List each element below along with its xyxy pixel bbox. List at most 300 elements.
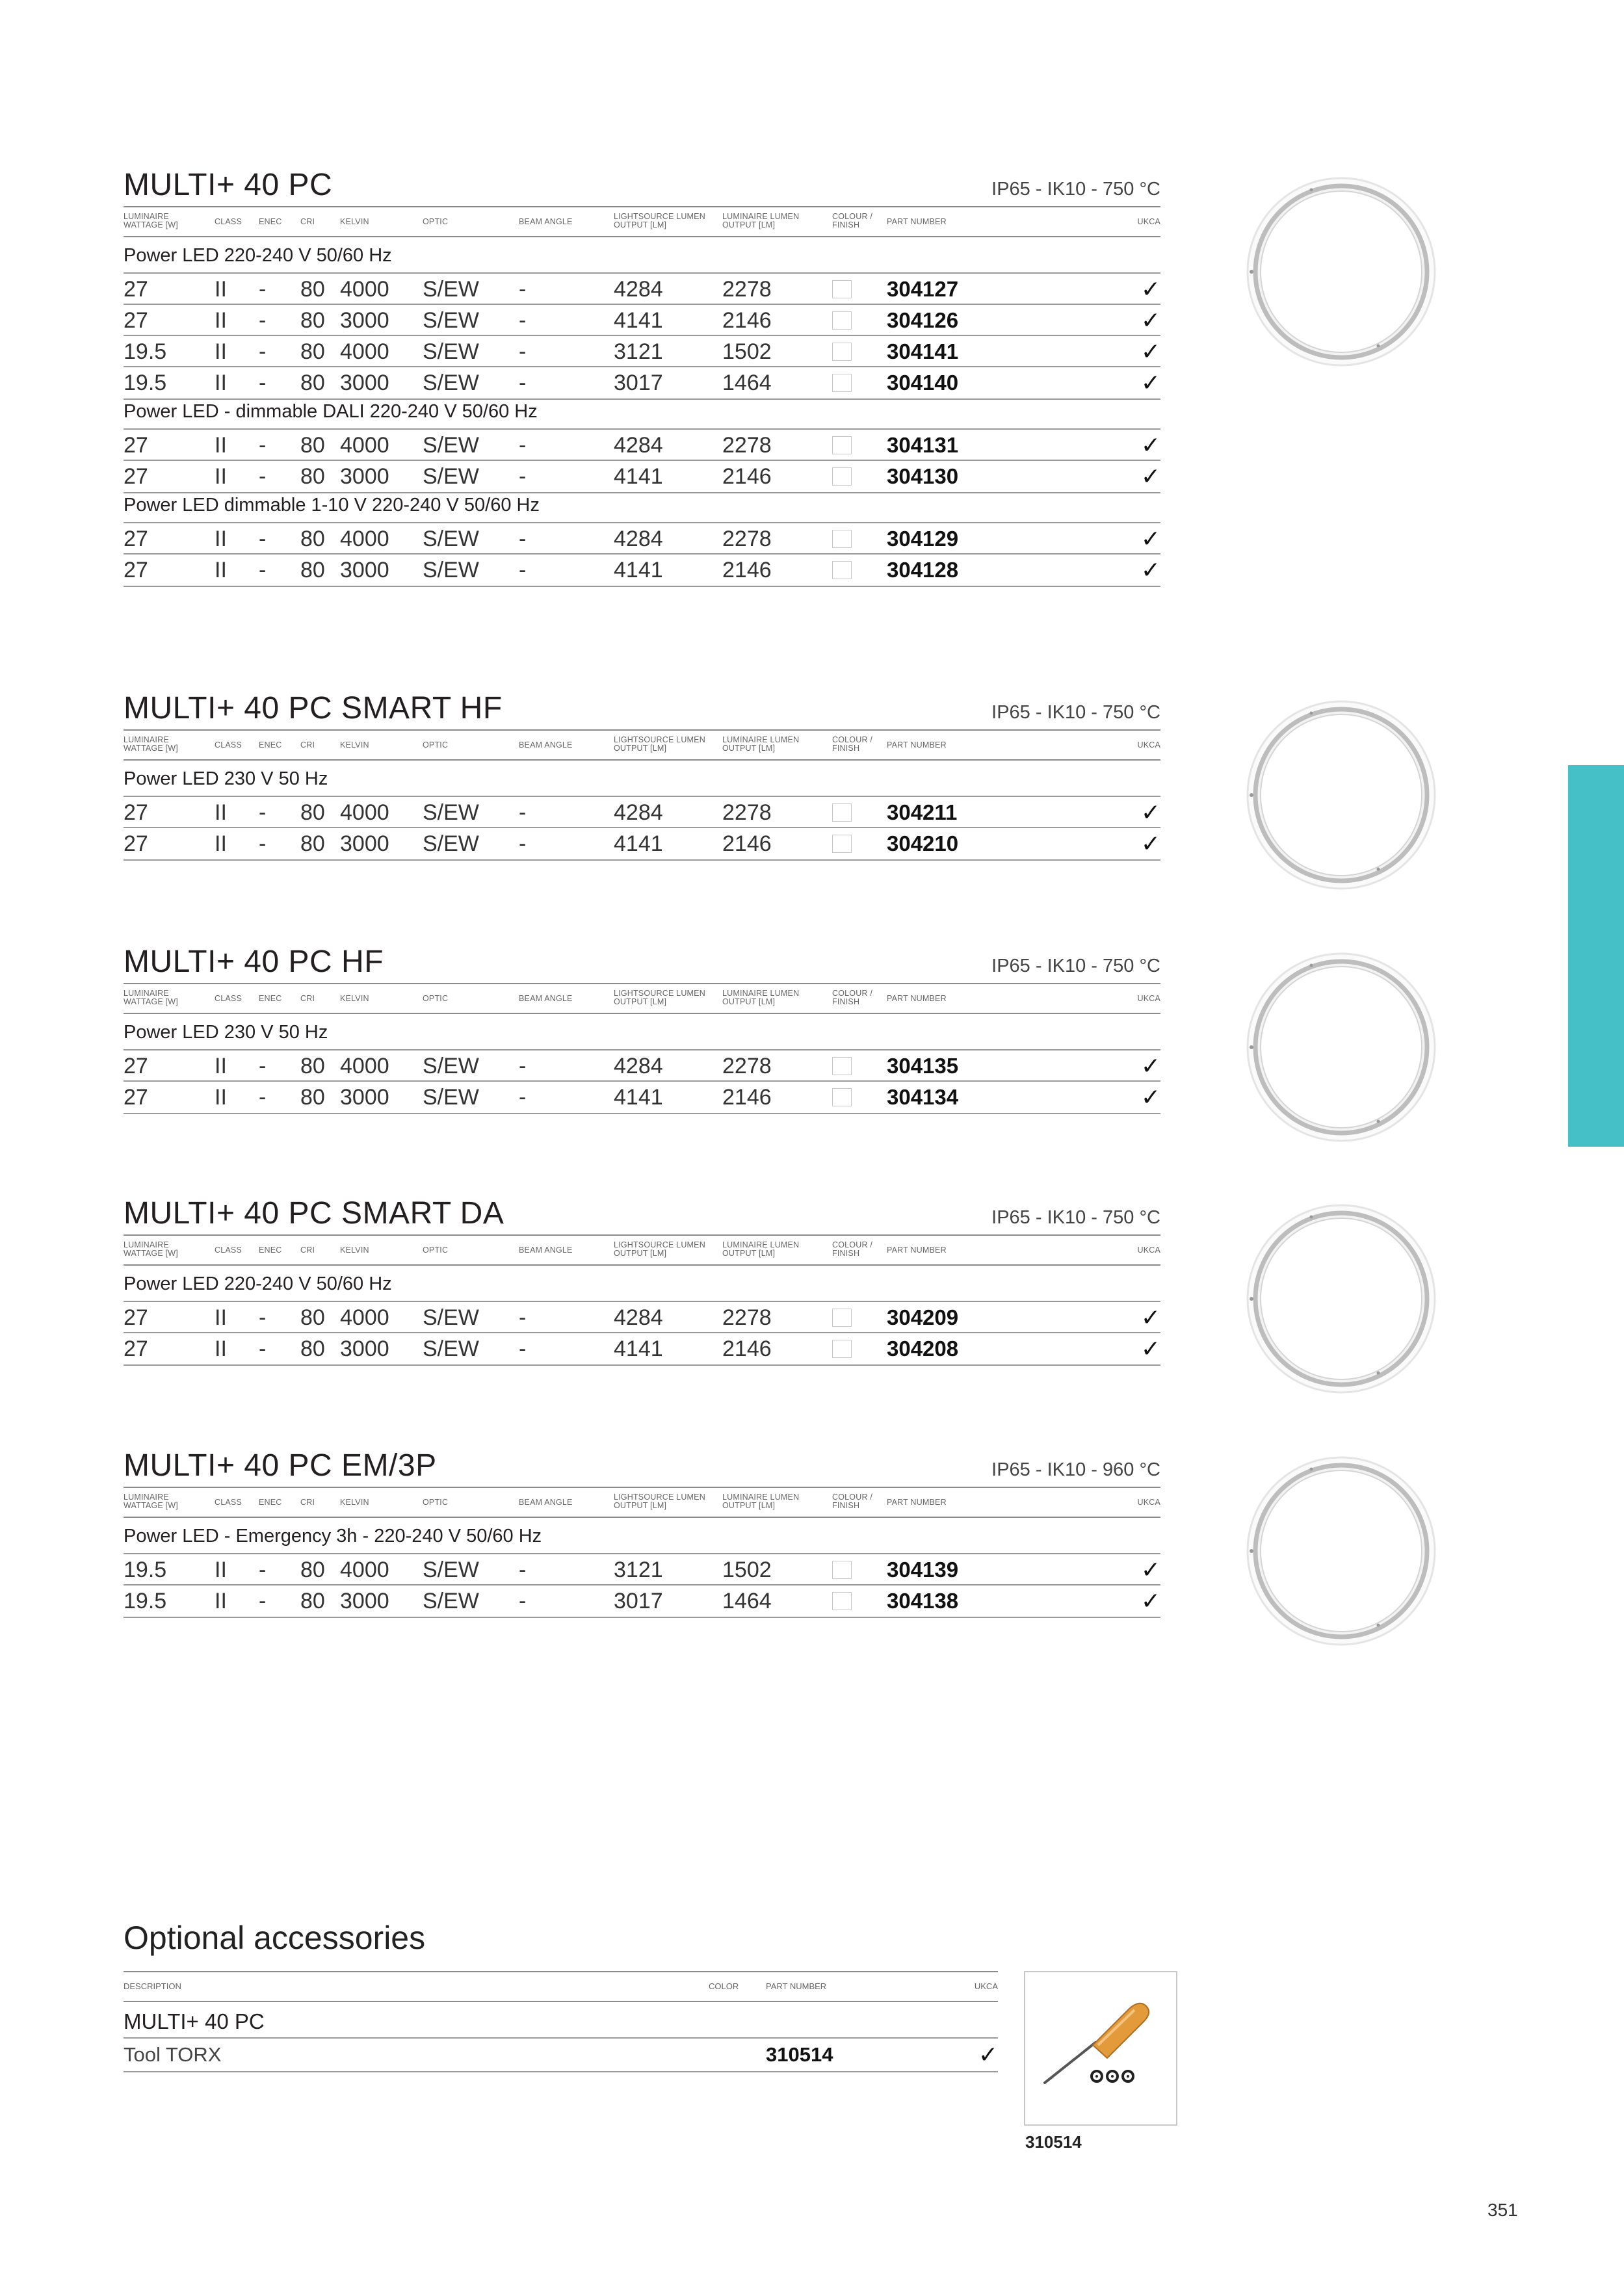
col-header-line: LIGHTSOURCE LUMEN	[614, 212, 705, 221]
col-header-wattage	[124, 1493, 178, 1510]
table-row	[124, 1301, 1160, 1333]
cell-beam: -	[519, 277, 527, 302]
part-number: 304140	[887, 371, 959, 395]
power-group-label: Power LED - dimmable DALI 220-240 V 50/60 Hz	[124, 401, 538, 422]
cell-optic: S/EW	[423, 527, 479, 551]
part-number: 304127	[887, 277, 959, 301]
cell-lum-lumen: 2146	[722, 1085, 772, 1110]
cell-class: II	[215, 464, 227, 489]
cell-beam: -	[519, 1054, 527, 1078]
ukca-check-icon: ✓	[1140, 1304, 1160, 1331]
cell-lum-lumen: 2278	[722, 1305, 772, 1330]
cell-optic: S/EW	[423, 433, 479, 458]
cell-ls-lumen: 4141	[614, 1337, 663, 1361]
col-header-line: LUMINAIRE LUMEN	[722, 212, 800, 221]
power-group-label: Power LED 230 V 50 Hz	[124, 1022, 328, 1043]
cell-class: II	[215, 1589, 227, 1613]
col-header-line: FINISH	[832, 997, 860, 1006]
cell-enec: -	[259, 464, 267, 489]
col-header-line: OUTPUT [LM]	[614, 1501, 667, 1510]
cell-kelvin: 3000	[340, 1085, 389, 1110]
col-header-line: WATTAGE [W]	[124, 220, 178, 229]
col-description: DESCRIPTION	[124, 1981, 181, 1991]
col-header-line: OUTPUT [LM]	[614, 997, 667, 1006]
col-header-ls-lumen	[614, 989, 705, 1006]
ip-rating: IP65 - IK10 - 750 °C	[991, 702, 1160, 723]
cell-enec: -	[259, 1558, 267, 1582]
cell-beam: -	[519, 1558, 527, 1582]
cell-enec: -	[259, 527, 267, 551]
cell-enec: -	[259, 800, 267, 825]
cell-ls-lumen: 4141	[614, 464, 663, 489]
col-header-line: COLOUR /	[832, 989, 873, 998]
col-header-colour	[832, 989, 872, 1006]
cell-wattage: 27	[124, 1337, 148, 1361]
col-header-class: CLASS	[215, 1498, 242, 1507]
cell-wattage: 27	[124, 831, 148, 856]
col-header-line: OUTPUT [LM]	[614, 1249, 667, 1258]
cell-kelvin: 3000	[340, 831, 389, 856]
col-header-ukca: UKCA	[1137, 1246, 1160, 1255]
cell-class: II	[215, 277, 227, 302]
cell-cri: 80	[300, 527, 325, 551]
accessory-part-number: 310514	[766, 2043, 833, 2066]
cell-cri: 80	[300, 800, 325, 825]
column-headers	[124, 206, 1160, 237]
col-header-ukca: UKCA	[1137, 994, 1160, 1003]
table-row	[124, 553, 1160, 587]
cell-enec: -	[259, 339, 267, 364]
col-header-line: OUTPUT [LM]	[722, 744, 776, 753]
col-header-part-number: PART NUMBER	[887, 994, 947, 1003]
col-header-beam-angle: BEAM ANGLE	[519, 994, 573, 1003]
col-header-cri: CRI	[300, 994, 315, 1003]
col-header-beam-angle: BEAM ANGLE	[519, 217, 573, 226]
cell-ls-lumen: 4284	[614, 1305, 663, 1330]
col-header-wattage	[124, 989, 178, 1006]
part-number: 304208	[887, 1337, 959, 1361]
cell-ls-lumen: 3121	[614, 1558, 663, 1582]
cell-class: II	[215, 371, 227, 395]
col-header-beam-angle: BEAM ANGLE	[519, 740, 573, 750]
col-header-beam-angle: BEAM ANGLE	[519, 1498, 573, 1507]
ukca-check-icon: ✓	[1140, 369, 1160, 396]
ukca-check-icon: ✓	[1140, 830, 1160, 857]
col-header-line: LIGHTSOURCE LUMEN	[614, 1240, 705, 1249]
col-header-line: WATTAGE [W]	[124, 1501, 178, 1510]
cell-beam: -	[519, 464, 527, 489]
cell-beam: -	[519, 1305, 527, 1330]
colour-swatch	[832, 467, 852, 486]
cell-class: II	[215, 433, 227, 458]
cell-wattage: 27	[124, 308, 148, 333]
col-header-colour	[832, 1493, 872, 1510]
col-header-line: FINISH	[832, 1501, 860, 1510]
cell-lum-lumen: 1464	[722, 371, 772, 395]
ip-rating: IP65 - IK10 - 960 °C	[991, 1459, 1160, 1480]
cell-kelvin: 4000	[340, 527, 389, 551]
part-number: 304130	[887, 464, 959, 488]
cell-cri: 80	[300, 831, 325, 856]
cell-beam: -	[519, 800, 527, 825]
ip-rating: IP65 - IK10 - 750 °C	[991, 179, 1160, 200]
col-header-line: COLOUR /	[832, 735, 873, 744]
cell-wattage: 27	[124, 800, 148, 825]
col-header-line: LIGHTSOURCE LUMEN	[614, 989, 705, 998]
cell-kelvin: 4000	[340, 339, 389, 364]
ukca-check-icon: ✓	[1140, 1084, 1160, 1110]
cell-cri: 80	[300, 1305, 325, 1330]
cell-class: II	[215, 558, 227, 582]
cell-beam: -	[519, 558, 527, 582]
cell-ls-lumen: 3017	[614, 371, 663, 395]
cell-kelvin: 3000	[340, 464, 389, 489]
col-header-kelvin: KELVIN	[340, 1498, 369, 1507]
cell-class: II	[215, 1085, 227, 1110]
cell-beam: -	[519, 1085, 527, 1110]
cell-kelvin: 4000	[340, 1305, 389, 1330]
table-row	[124, 1332, 1160, 1366]
col-header-cri: CRI	[300, 740, 315, 750]
cell-enec: -	[259, 558, 267, 582]
cell-kelvin: 4000	[340, 1558, 389, 1582]
col-header-enec: ENEC	[259, 217, 282, 226]
col-header-line: LUMINAIRE LUMEN	[722, 989, 800, 998]
cell-class: II	[215, 308, 227, 333]
cell-wattage: 27	[124, 464, 148, 489]
product-title: MULTI+ 40 PC HF	[124, 945, 384, 979]
accessory-description: Tool TORX	[124, 2043, 222, 2066]
col-header-optic: OPTIC	[423, 740, 449, 750]
col-header-colour	[832, 736, 872, 753]
column-headers	[124, 1487, 1160, 1518]
colour-swatch	[832, 561, 852, 579]
table-row	[124, 460, 1160, 493]
part-number: 304126	[887, 308, 959, 332]
cell-class: II	[215, 1558, 227, 1582]
col-header-part-number: PART NUMBER	[887, 217, 947, 226]
colour-swatch	[832, 1309, 852, 1327]
colour-swatch	[832, 1340, 852, 1358]
col-header-line: OUTPUT [LM]	[614, 744, 667, 753]
col-header-line: WATTAGE [W]	[124, 1249, 178, 1258]
part-number: 304138	[887, 1589, 959, 1613]
col-header-ls-lumen	[614, 1241, 705, 1258]
table-row	[124, 366, 1160, 400]
colour-swatch	[832, 311, 852, 330]
cell-ls-lumen: 3121	[614, 339, 663, 364]
ukca-check-icon: ✓	[1140, 432, 1160, 458]
col-header-kelvin: KELVIN	[340, 1246, 369, 1255]
col-header-line: LUMINAIRE LUMEN	[722, 1493, 800, 1502]
col-header-line: LUMINAIRE LUMEN	[722, 1240, 800, 1249]
table-row	[124, 304, 1160, 336]
ukca-check-icon: ✓	[1140, 276, 1160, 302]
cell-enec: -	[259, 371, 267, 395]
cell-enec: -	[259, 1054, 267, 1078]
cell-optic: S/EW	[423, 308, 479, 333]
col-header-cri: CRI	[300, 1498, 315, 1507]
cell-lum-lumen: 2146	[722, 1337, 772, 1361]
cell-cri: 80	[300, 371, 325, 395]
col-header-line: LUMINAIRE	[124, 1493, 169, 1502]
product-title: MULTI+ 40 PC SMART HF	[124, 691, 503, 725]
product-title: MULTI+ 40 PC SMART DA	[124, 1196, 504, 1231]
cell-optic: S/EW	[423, 1337, 479, 1361]
accessories-title: Optional accessories	[124, 1920, 426, 1956]
cell-kelvin: 4000	[340, 1054, 389, 1078]
cell-enec: -	[259, 1337, 267, 1361]
cell-cri: 80	[300, 277, 325, 302]
cell-wattage: 27	[124, 1085, 148, 1110]
cell-wattage: 19.5	[124, 339, 167, 364]
col-header-lum-lumen	[722, 1241, 799, 1258]
cell-optic: S/EW	[423, 464, 479, 489]
power-group-label: Power LED 220-240 V 50/60 Hz	[124, 1273, 392, 1294]
accessories-section	[124, 1918, 998, 2068]
col-header-class: CLASS	[215, 217, 242, 226]
col-header-line: OUTPUT [LM]	[722, 1249, 776, 1258]
col-header-part-number: PART NUMBER	[887, 1246, 947, 1255]
cell-lum-lumen: 1464	[722, 1589, 772, 1613]
col-header-ukca: UKCA	[1137, 1498, 1160, 1507]
col-header-wattage	[124, 736, 178, 753]
cell-beam: -	[519, 433, 527, 458]
col-header-ukca: UKCA	[1137, 217, 1160, 226]
ukca-check-icon: ✓	[1140, 307, 1160, 333]
cell-enec: -	[259, 433, 267, 458]
cell-optic: S/EW	[423, 800, 479, 825]
cell-wattage: 27	[124, 433, 148, 458]
product-title: MULTI+ 40 PC	[124, 168, 333, 202]
col-header-line: LUMINAIRE	[124, 212, 169, 221]
cell-beam: -	[519, 339, 527, 364]
col-header-enec: ENEC	[259, 1498, 282, 1507]
part-number: 304139	[887, 1558, 959, 1582]
cell-lum-lumen: 2278	[722, 1054, 772, 1078]
cell-class: II	[215, 339, 227, 364]
ukca-check-icon: ✓	[1140, 1052, 1160, 1079]
cell-kelvin: 3000	[340, 1589, 389, 1613]
cell-cri: 80	[300, 1558, 325, 1582]
cell-ls-lumen: 4284	[614, 433, 663, 458]
cell-optic: S/EW	[423, 1589, 479, 1613]
col-header-kelvin: KELVIN	[340, 994, 369, 1003]
power-group-label: Power LED 220-240 V 50/60 Hz	[124, 245, 392, 266]
col-header-optic: OPTIC	[423, 1246, 449, 1255]
part-number: 304210	[887, 831, 959, 855]
cell-class: II	[215, 527, 227, 551]
table-row	[124, 1080, 1160, 1114]
table-row	[124, 335, 1160, 367]
cell-kelvin: 3000	[340, 558, 389, 582]
cell-ls-lumen: 4141	[614, 831, 663, 856]
part-number: 304129	[887, 527, 959, 551]
cell-ls-lumen: 4284	[614, 1054, 663, 1078]
ukca-check-icon: ✓	[1140, 338, 1160, 365]
accessories-group-label: MULTI+ 40 PC	[124, 2009, 265, 2033]
ukca-check-icon: ✓	[1140, 525, 1160, 552]
col-header-line: OUTPUT [LM]	[614, 220, 667, 229]
cell-enec: -	[259, 1085, 267, 1110]
cell-kelvin: 3000	[340, 371, 389, 395]
product-title: MULTI+ 40 PC EM/3P	[124, 1448, 437, 1483]
ukca-check-icon: ✓	[1140, 1556, 1160, 1583]
col-header-enec: ENEC	[259, 1246, 282, 1255]
colour-swatch	[832, 436, 852, 454]
cell-wattage: 27	[124, 527, 148, 551]
col-header-wattage	[124, 1241, 178, 1258]
cell-wattage: 27	[124, 558, 148, 582]
cell-beam: -	[519, 831, 527, 856]
part-number: 304134	[887, 1085, 959, 1109]
cell-wattage: 27	[124, 1305, 148, 1330]
cell-optic: S/EW	[423, 1054, 479, 1078]
cell-enec: -	[259, 831, 267, 856]
cell-wattage: 19.5	[124, 371, 167, 395]
cell-wattage: 27	[124, 1054, 148, 1078]
cell-beam: -	[519, 1589, 527, 1613]
col-header-ukca: UKCA	[1137, 740, 1160, 750]
colour-swatch	[832, 1088, 852, 1106]
cell-wattage: 19.5	[124, 1589, 167, 1613]
cell-ls-lumen: 4141	[614, 1085, 663, 1110]
table-row	[124, 522, 1160, 554]
col-header-beam-angle: BEAM ANGLE	[519, 1246, 573, 1255]
cell-optic: S/EW	[423, 371, 479, 395]
col-header-colour	[832, 213, 872, 229]
col-header-line: COLOUR /	[832, 1493, 873, 1502]
column-headers	[124, 1234, 1160, 1266]
col-header-lum-lumen	[722, 989, 799, 1006]
col-header-line: LUMINAIRE LUMEN	[722, 735, 800, 744]
ip-rating: IP65 - IK10 - 750 °C	[991, 1207, 1160, 1228]
cell-class: II	[215, 1054, 227, 1078]
luminaire-image	[1245, 699, 1437, 891]
cell-cri: 80	[300, 1337, 325, 1361]
cell-class: II	[215, 831, 227, 856]
cell-optic: S/EW	[423, 1558, 479, 1582]
col-header-line: LUMINAIRE	[124, 1240, 169, 1249]
cell-lum-lumen: 2146	[722, 558, 772, 582]
col-header-lum-lumen	[722, 213, 799, 229]
cell-cri: 80	[300, 339, 325, 364]
colour-swatch	[832, 1592, 852, 1610]
cell-beam: -	[519, 308, 527, 333]
col-header-class: CLASS	[215, 1246, 242, 1255]
cell-lum-lumen: 2278	[722, 277, 772, 302]
cell-cri: 80	[300, 433, 325, 458]
col-header-line: LIGHTSOURCE LUMEN	[614, 1493, 705, 1502]
ukca-check-icon: ✓	[1140, 556, 1160, 583]
col-header-colour	[832, 1241, 872, 1258]
col-header-part-number: PART NUMBER	[887, 740, 947, 750]
colour-swatch	[832, 803, 852, 822]
col-header-line: FINISH	[832, 220, 860, 229]
col-header-line: LUMINAIRE	[124, 989, 169, 998]
cell-class: II	[215, 1337, 227, 1361]
table-row	[124, 1584, 1160, 1618]
col-header-line: COLOUR /	[832, 212, 873, 221]
ukca-check-icon: ✓	[1140, 1587, 1160, 1614]
cell-kelvin: 3000	[340, 308, 389, 333]
col-header-line: OUTPUT [LM]	[722, 1501, 776, 1510]
colour-swatch	[832, 280, 852, 298]
column-headers	[124, 729, 1160, 761]
cell-ls-lumen: 4141	[614, 308, 663, 333]
cell-cri: 80	[300, 1085, 325, 1110]
col-header-line: WATTAGE [W]	[124, 997, 178, 1006]
col-header-part-number: PART NUMBER	[887, 1498, 947, 1507]
cell-cri: 80	[300, 558, 325, 582]
col-header-line: WATTAGE [W]	[124, 744, 178, 753]
table-row	[124, 272, 1160, 305]
col-header-class: CLASS	[215, 740, 242, 750]
col-header-line: OUTPUT [LM]	[722, 997, 776, 1006]
part-number: 304141	[887, 339, 959, 363]
col-header-class: CLASS	[215, 994, 242, 1003]
table-row	[124, 1553, 1160, 1585]
part-number: 304131	[887, 433, 959, 457]
col-header-line: FINISH	[832, 1249, 860, 1258]
power-group-label: Power LED dimmable 1-10 V 220-240 V 50/60 Hz	[124, 495, 540, 515]
colour-swatch	[832, 374, 852, 392]
power-group-label: Power LED - Emergency 3h - 220-240 V 50/60 Hz	[124, 1526, 542, 1546]
cell-enec: -	[259, 308, 267, 333]
cell-wattage: 19.5	[124, 1558, 167, 1582]
cell-optic: S/EW	[423, 1305, 479, 1330]
cell-kelvin: 4000	[340, 800, 389, 825]
cell-class: II	[215, 800, 227, 825]
table-row	[124, 796, 1160, 828]
power-group-label: Power LED 230 V 50 Hz	[124, 768, 328, 789]
colour-swatch	[832, 1057, 852, 1075]
col-header-line: LIGHTSOURCE LUMEN	[614, 735, 705, 744]
ukca-check-icon: ✓	[1140, 799, 1160, 826]
cell-kelvin: 4000	[340, 277, 389, 302]
cell-cri: 80	[300, 1589, 325, 1613]
cell-class: II	[215, 1305, 227, 1330]
col-header-line: COLOUR /	[832, 1240, 873, 1249]
col-header-cri: CRI	[300, 1246, 315, 1255]
cell-cri: 80	[300, 308, 325, 333]
colour-swatch	[832, 1561, 852, 1579]
cell-optic: S/EW	[423, 831, 479, 856]
cell-optic: S/EW	[423, 277, 479, 302]
cell-cri: 80	[300, 464, 325, 489]
table-row	[124, 827, 1160, 861]
cell-optic: S/EW	[423, 558, 479, 582]
col-header-optic: OPTIC	[423, 994, 449, 1003]
cell-optic: S/EW	[423, 1085, 479, 1110]
table-row	[124, 1049, 1160, 1082]
section-color-tab	[1568, 765, 1624, 1147]
cell-lum-lumen: 2278	[722, 800, 772, 825]
colour-swatch	[832, 835, 852, 853]
col-header-kelvin: KELVIN	[340, 740, 369, 750]
torx-tool-image	[1024, 1971, 1177, 2126]
thumbnail-part-number: 310514	[1025, 2132, 1082, 2152]
col-header-enec: ENEC	[259, 740, 282, 750]
accessory-row	[124, 2037, 998, 2072]
cell-optic: S/EW	[423, 339, 479, 364]
col-header-wattage	[124, 213, 178, 229]
column-headers	[124, 983, 1160, 1014]
ip-rating: IP65 - IK10 - 750 °C	[991, 956, 1160, 976]
luminaire-image	[1245, 1203, 1437, 1395]
cell-kelvin: 4000	[340, 433, 389, 458]
col-header-kelvin: KELVIN	[340, 217, 369, 226]
